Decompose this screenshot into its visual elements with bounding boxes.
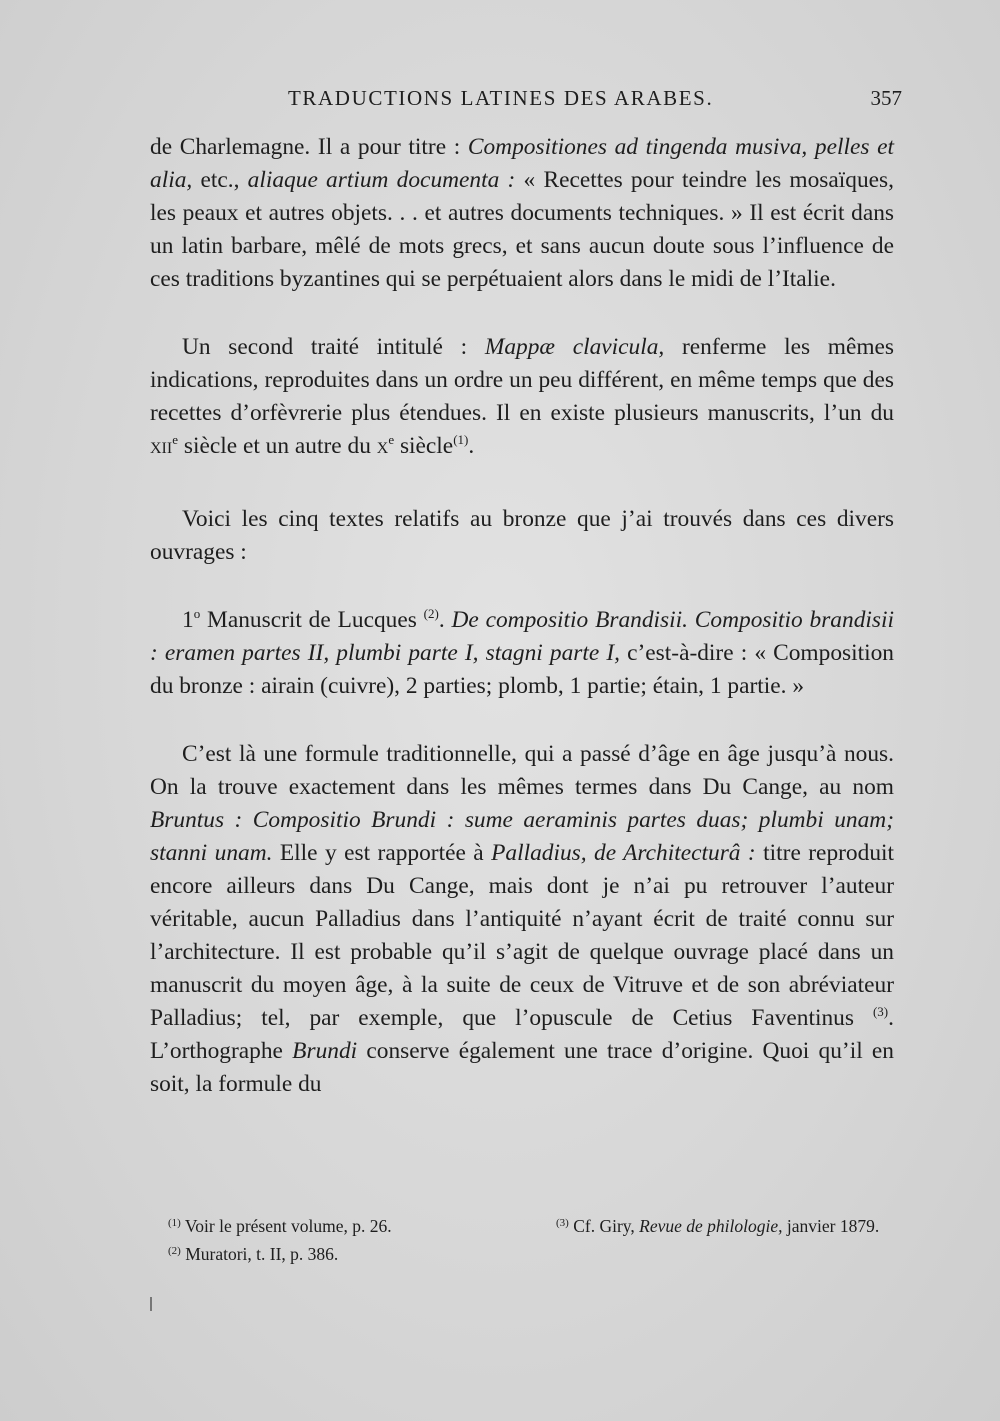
p5-italic-brundi: Brundi: [292, 1038, 358, 1064]
p5-text-5: conserve également une trace d’origine. Quoi qu’il en soit, la formule du: [150, 1038, 894, 1097]
p1-text-1: de Charlemagne. Il a pour titre :: [150, 134, 468, 160]
p4-text-1: Manuscrit de Lucques: [200, 607, 424, 633]
paragraph-4: [150, 604, 894, 703]
p4-degree: o: [193, 606, 201, 621]
footnote-2: [168, 1240, 498, 1268]
p2-sup-e-1: e: [172, 432, 178, 447]
p4-text-3: c’est-à-dire : « Composition du bronze : airain (cuivre), 2 parties; plomb, 1 partie; étain, 1 partie. »: [150, 640, 894, 699]
body-text: [150, 131, 894, 1136]
footnote-1: [168, 1212, 498, 1240]
p1-text-3: « Recettes pour teindre les mosaïques, les peaux et autres objets. . . et autres documents techniques. » Il est écrit dans un latin barbare, mêlé de mots grecs, et sans aucun doute sous l’influence de ces traditions byzantines qui se perpétuaient alors dans le midi de l’Italie.: [150, 167, 895, 292]
page-number: 357: [870, 86, 902, 110]
p1-italic-title: Compositiones ad tingenda musiva, pelles et alia,: [150, 134, 894, 193]
p5-text-1: C’est là une formule traditionnelle, qui a passé d’âge en âge jusqu’à nous. On la trouve exactement dans les mêmes termes dans Du Cange, au nom: [150, 741, 894, 800]
footnotes-right-column: [556, 1212, 888, 1240]
footnote-1-text: Voir le présent volume, p. 26.: [180, 1216, 392, 1236]
paragraph-1: [150, 131, 894, 296]
p4-text-2: .: [438, 607, 452, 633]
p2-sup-e-2: e: [388, 432, 395, 447]
footnote-ref-3[interactable]: (3): [872, 1004, 889, 1019]
footnote-3-text-2: janvier 1879.: [782, 1216, 880, 1236]
footnote-3: [556, 1212, 888, 1240]
p4-italic-recipe: De compositio Brandisii. Compositio brandisii : eramen partes II, plumbi parte I, stagni parte I,: [150, 607, 894, 666]
footnotes-left-column: [168, 1212, 498, 1268]
footnote-3-mark: (3): [556, 1217, 569, 1229]
p2-italic-mappae: Mappæ clavicula,: [484, 334, 665, 360]
paragraph-2: [150, 331, 894, 463]
footnote-ref-2[interactable]: (2): [423, 606, 439, 621]
p1-text-2: etc.,: [192, 167, 248, 193]
p2-century-1: xii: [150, 433, 173, 459]
running-title: TRADUCTIONS LATINES DES ARABES.: [288, 86, 714, 110]
paper-speck: [150, 1297, 152, 1311]
p5-text-2: Elle y est rapportée à: [272, 840, 492, 866]
p2-text-3: siècle et un autre du: [178, 433, 377, 459]
p5-italic-bruntus: Bruntus : Compositio Brundi : sume aeraminis partes duas; plumbi unam; stanni unam.: [150, 807, 894, 866]
footnote-ref-1[interactable]: (1): [453, 432, 469, 447]
footnote-2-text: Muratori, t. II, p. 386.: [180, 1244, 339, 1264]
p5-text-4: . L’orthographe: [150, 1005, 894, 1064]
footnote-3-text-1: Cf. Giry,: [568, 1216, 640, 1236]
footnote-1-mark: (1): [168, 1217, 181, 1229]
page-header: [150, 86, 902, 122]
p5-italic-palladius: Palladius, de Architecturâ :: [491, 840, 756, 866]
p4-number: 1: [182, 607, 194, 633]
paragraph-5: [150, 738, 894, 1101]
footnote-3-italic-journal: Revue de philologie,: [639, 1216, 783, 1236]
p2-text-1: Un second traité intitulé :: [182, 334, 485, 360]
footnote-2-mark: (2): [168, 1245, 181, 1257]
p2-text-2: renferme les mêmes indications, reproduites dans un ordre un peu différent, en même temps que des recettes d’orfèvrerie plus étendues. Il en existe plusieurs manuscrits, l’un du: [150, 334, 895, 426]
p2-century-2: x: [376, 433, 389, 459]
p5-text-3: titre reproduit encore ailleurs dans Du Cange, mais dont je n’ai pu retrouver l’auteur véritable, aucun Palladius dans l’antiquité n’ayant écrit de traité connu sur l’architecture. Il est probable qu’il s’agit de quelque ouvrage placé dans un manuscrit du moyen âge, à la suite de ceux de Vitruve et de son abréviateur Palladius; tel, par exemple, que l’opuscule de Cetius Faventinus: [150, 840, 895, 1031]
paragraph-3: Voici les cinq textes relatifs au bronze que j’ai trouvés dans ces divers ouvrages :: [150, 506, 894, 565]
p1-italic-documenta: aliaque artium documenta :: [247, 167, 516, 193]
p2-text-4: siècle: [394, 433, 454, 459]
p2-text-5: .: [468, 433, 475, 459]
